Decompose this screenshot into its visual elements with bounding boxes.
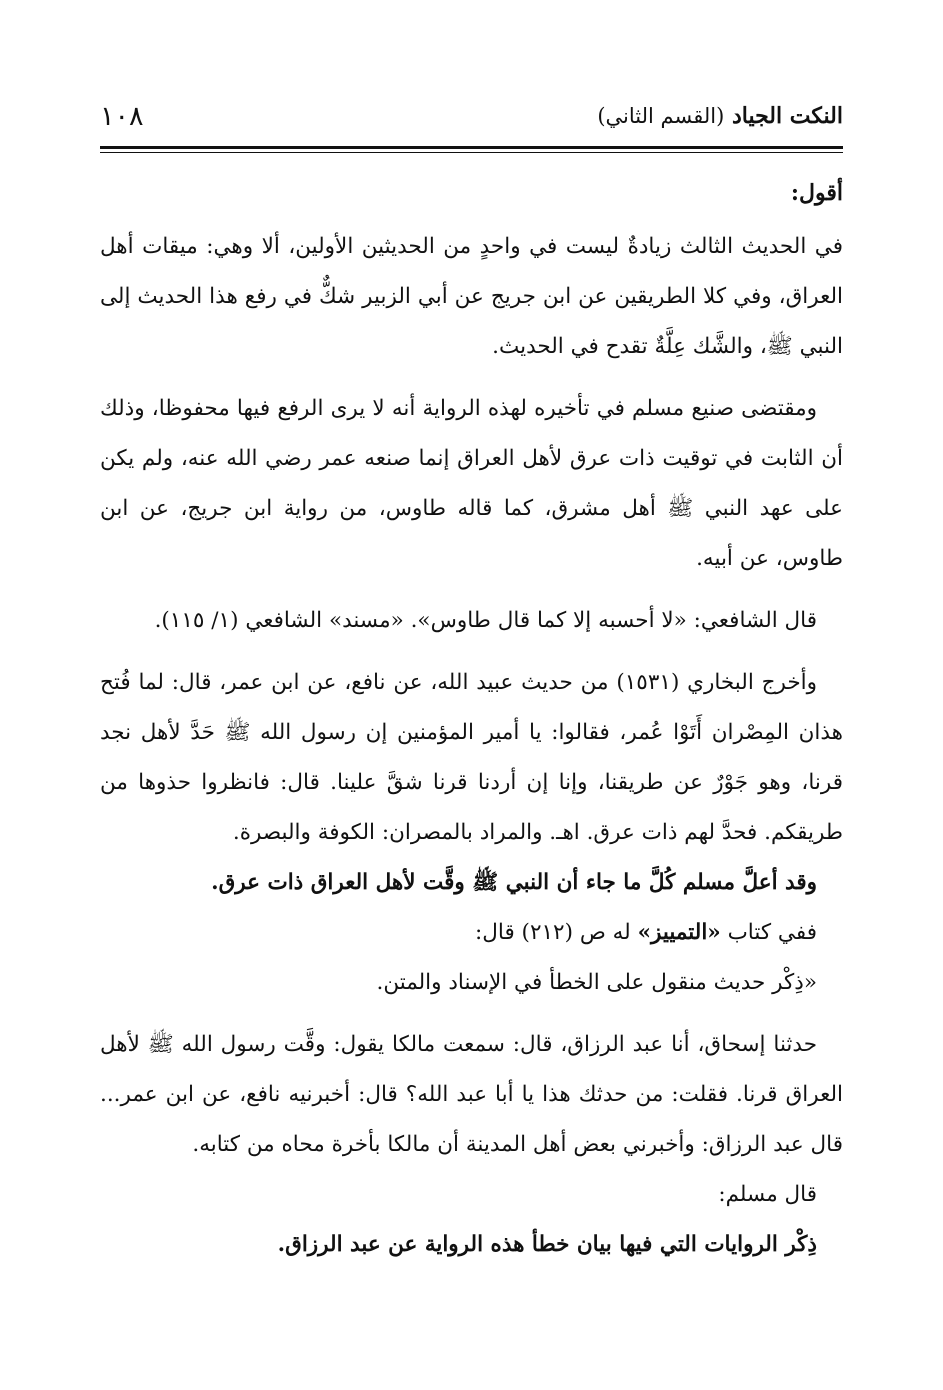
section-heading: أقول: xyxy=(790,180,843,206)
paragraph-5: وقد أعلَّ مسلم كُلَّ ما جاء أن النبي ﷺ وقَّت لأهل العراق ذات عرق. xyxy=(211,870,817,895)
paragraph-8: حدثنا إسحاق، أنا عبد الرزاق، قال: سمعت مالكا يقول: وقَّت رسول الله ﷺ لأهل العراق قرنا. فقلت: من حدثك هذا يا أبا عبد الله؟ قال: أخبرنيه نافع، عن ابن عمر... قال عبد الرزاق: وأخبرني بعض أهل المدينة أن مالكا بأخرة محاه من كتابه. xyxy=(100,1032,843,1157)
paragraph-4: وأخرج البخاري (١٥٣١) من حديث عبيد الله، عن نافع، عن ابن عمر، قال: لما فُتح هذان المِصْران أَتَوْا عُمر، فقالوا: يا أمير المؤمنين إن رسول الله ﷺ حَدَّ لأهل نجد قرنا، وهو جَوْرٌ عن طريقنا، وإنا إن أردنا قرنا شقَّ علينا. قال: فانظروا حذوها من طريقكم. فحدَّ لهم ذات عرق. اهـ. والمراد بالمصران: الكوفة والبصرة. xyxy=(100,670,843,845)
paragraph-2: ومقتضى صنيع مسلم في تأخيره لهذه الرواية أنه لا يرى الرفع فيها محفوظا، وذلك أن الثابت في توقيت ذات عرق لأهل العراق إنما صنعه عمر رضي الله عنه، ولم يكن على عهد النبي ﷺ أهل مشرق، كما قاله طاوس، من رواية ابن جريج، عن ابن طاوس، عن أبيه. xyxy=(100,396,843,571)
header-rule-thin xyxy=(100,152,843,153)
paragraph-3: قال الشافعي: «لا أحسبه إلا كما قال طاوس». «مسند» الشافعي (١/ ١١٥). xyxy=(154,608,817,633)
paragraph-6 xyxy=(100,908,843,958)
paragraph-9: قال مسلم: xyxy=(718,1182,817,1207)
page-header xyxy=(100,96,843,136)
book-part: (القسم الثاني) xyxy=(597,104,725,128)
page-number: ١٠٨ xyxy=(100,100,144,132)
running-title xyxy=(597,103,843,129)
p6-post: له ص (٢١٢) قال: xyxy=(475,920,638,945)
p6-pre: ففي كتاب xyxy=(720,920,817,945)
header-rule-thick xyxy=(100,146,843,149)
book-reference-title: «التمييز» xyxy=(637,920,721,945)
paragraph-1: في الحديث الثالث زيادةٌ ليست في واحدٍ من الحديثين الأولين، ألا وهي: ميقات أهل العراق، وفي كلا الطريقين عن ابن جريج عن أبي الزبير شكٌّ في رفع هذا الحديث إلى النبي ﷺ، والشَّك عِلَّةٌ تقدح في الحديث. xyxy=(100,234,843,359)
paragraph-7: «ذِكْر حديث منقول على الخطأ في الإسناد والمتن. xyxy=(376,970,817,995)
page-body xyxy=(100,168,843,1270)
book-title: النكت الجياد xyxy=(731,103,843,129)
paragraph-10: ذِكْر الروايات التي فيها بيان خطأ هذه الرواية عن عبد الرزاق. xyxy=(277,1232,817,1257)
